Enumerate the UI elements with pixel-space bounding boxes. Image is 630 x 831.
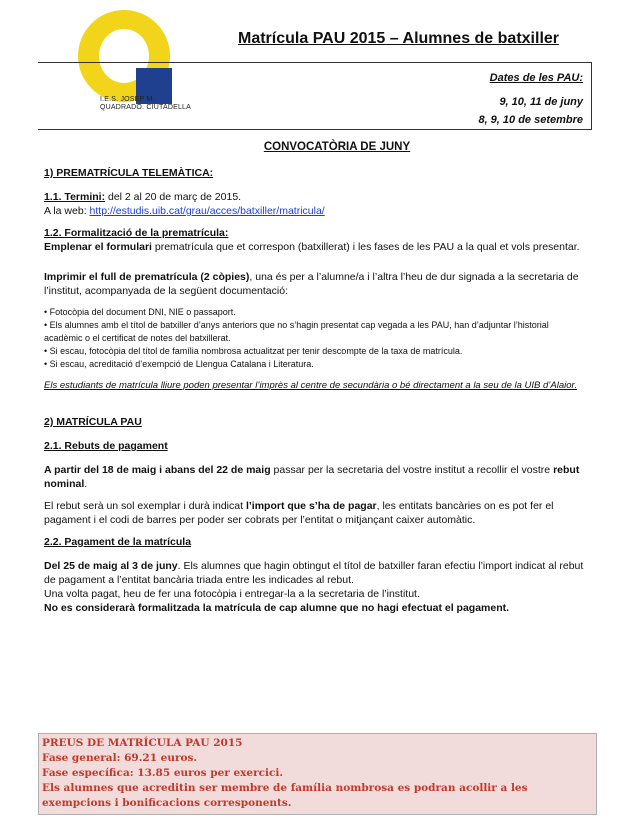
rebuts-heading: 2.1. Rebuts de pagament [44,440,168,452]
lliure-note: Els estudiants de matrícula lliure poden presentar l’imprès al centre de secundària o bé directament a la seu de la UIB d’Alaior. [44,380,577,391]
termini-paragraph [44,190,588,204]
page-title: Matrícula PAU 2015 – Alumnes de batxiller [238,30,560,47]
main-content [44,140,588,615]
web-label: A la web: [44,205,90,217]
web-paragraph [44,204,588,218]
matricula-link[interactable]: http://estudis.uib.cat/grau/acces/batxiller/matricula/ [89,205,325,217]
pagament-paragraph-2: Una volta pagat, heu de fer una fotocòpia i entregar-la a la secretaria de l’institut. [44,588,420,600]
list-item: • Si escau, acreditació d’exempció de Llengua Catalana i Literatura. [44,359,314,369]
dates-box [38,62,592,130]
list-item: • Si escau, fotocòpia del títol de família nombrosa actualitzat per tenir descompte de la taxa de matrícula. [44,346,463,356]
dates-june: 9, 10, 11 de juny [499,96,583,108]
rebuts-paragraph-2: El rebut serà un sol exemplar i durà indicat l’import que s’ha de pagar, les entitats bancàries on es pot fer el pagament i el codi de barres per poder ser cobrats per l’entitat o mitjançant caixer automàtic. [44,500,554,526]
imprimir-paragraph: Imprimir el full de prematrícula (2 còpies), una és per a l’alumne/a i l’altra l’heu de dur signada a la secretaria de l’institut, acompanyada de la següent documentació: [44,271,579,297]
documentation-list [44,306,588,371]
section1-heading: 1) PREMATRÍCULA TELEMÀTICA: [44,167,214,179]
emplenar-paragraph: Emplenar el formulari prematrícula que et correspon (batxillerat) i les fases de les PAU a la qual et vols presentar. [44,241,580,253]
price-general: Fase general: 69.21 euros. [42,752,198,764]
rebuts-paragraph-1: A partir del 18 de maig i abans del 22 de maig passar per la secretaria del vostre institut a recollir el vostre rebut nominal. [44,464,580,490]
termini-text: del 2 al 20 de març de 2015. [105,191,242,203]
prices-box [38,733,597,815]
dates-heading: Dates de les PAU: [489,72,583,84]
pagament-heading: 2.2. Pagament de la matrícula [44,536,192,548]
formalitzacio-heading: 1.2. Formalització de la prematrícula: [44,227,229,239]
pagament-warning: No es considerarà formalitzada la matrícula de cap alumne que no hagi efectuat el pagament. [44,602,510,614]
list-item: • Els alumnes amb el títol de batxiller d’anys anteriors que no s’hagin presentat cap vegada a les PAU, han d’adjuntar l’historial acadèmic o el certificat de notes del batxillerat. [44,320,549,343]
dates-september: 8, 9, 10 de setembre [478,114,583,126]
school-name: I.E.S. JOSEP M. QUADRADO. CIUTADELLA [100,96,191,111]
price-especifica: Fase específica: 13.85 euros per exercici. [42,767,284,779]
termini-label: 1.1. Termini: [44,191,106,203]
pagament-paragraph-1: Del 25 de maig al 3 de juny. Els alumnes que hagin obtingut el títol de batxiller faran efectiu l’import indicat al rebut de pagament a l’entitat bancària triada entre les indicades al rebut. [44,560,584,586]
list-item: • Fotocòpia del document DNI, NIE o passaport. [44,307,236,317]
section2-heading: 2) MATRÍCULA PAU [44,416,142,428]
pau-dates [478,69,583,129]
prices-title: PREUS DE MATRÍCULA PAU 2015 [42,737,243,749]
convocatoria-heading: CONVOCATÒRIA DE JUNY [263,141,411,153]
price-family-note: Els alumnes que acreditin ser membre de família nombrosa es podran acollir a les exempcions i bonificacions corresponents. [42,782,528,809]
